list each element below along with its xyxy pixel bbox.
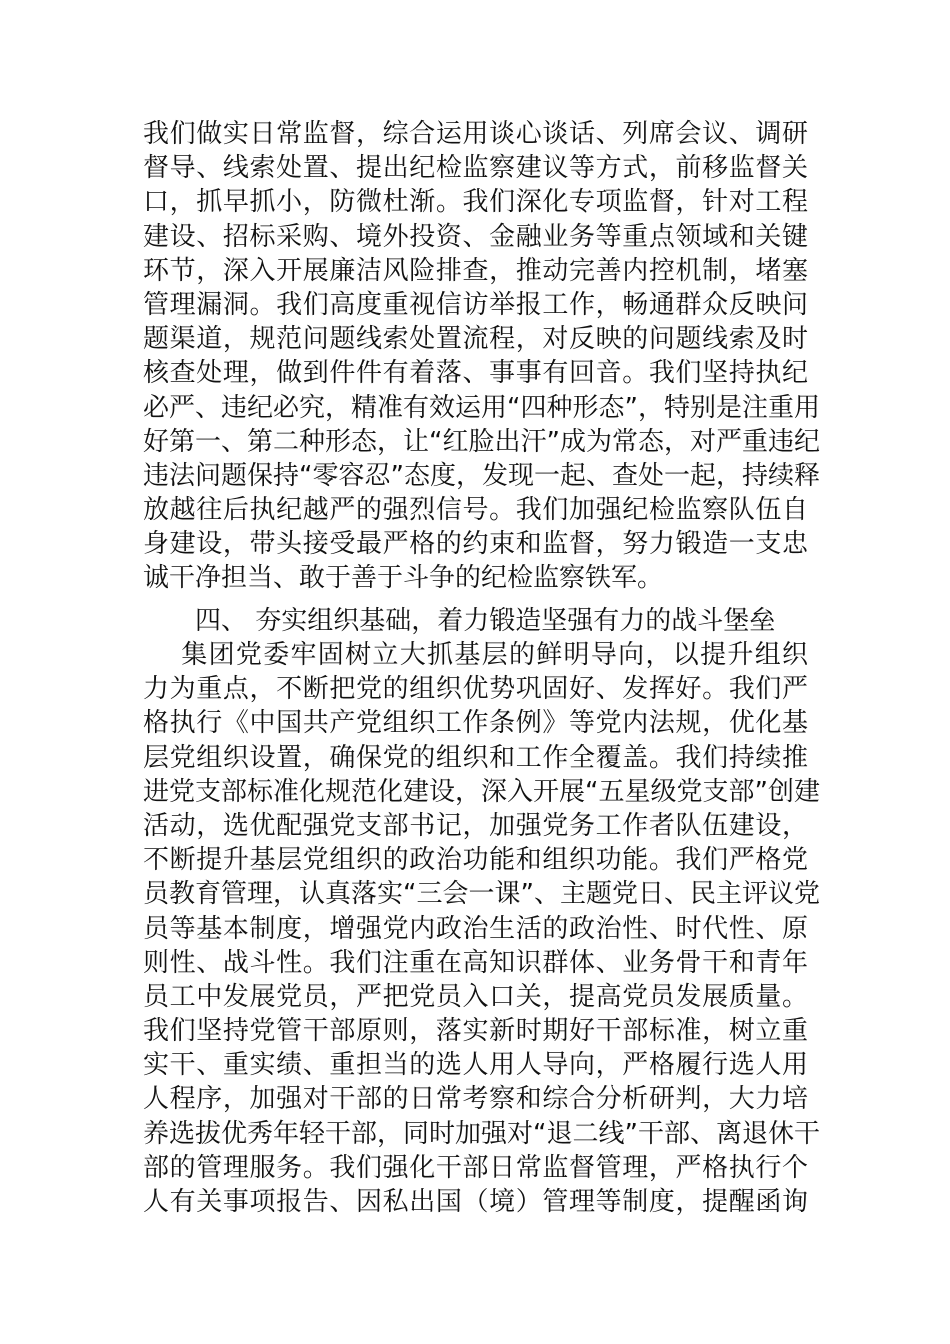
text-line: 核查处理，做到件件有着落、事事有回音。我们坚持执纪 <box>143 358 808 389</box>
text-line: 必严、违纪必究，精准有效运用“四种形态”，特别是注重用 <box>143 392 820 423</box>
text-line: 部的管理服务。我们强化干部日常监督管理，严格执行个 <box>143 1152 808 1183</box>
text-line: 集团党委牢固树立大抓基层的鲜明导向，以提升组织 <box>143 640 808 670</box>
text-line: 力为重点，不断把党的组织优势巩固好、发挥好。我们严 <box>143 674 808 705</box>
text-line: 身建设，带头接受最严格的约束和监督，努力锻造一支忠 <box>143 529 808 560</box>
text-line: 建设、招标采购、境外投资、金融业务等重点领域和关键 <box>143 221 808 252</box>
text-line: 员等基本制度，增强党内政治生活的政治性、时代性、原 <box>143 913 808 944</box>
text-line: 活动，选优配强党支部书记，加强党务工作者队伍建设， <box>143 810 808 841</box>
text-line: 放越往后执纪越严的强烈信号。我们加强纪检监察队伍自 <box>143 495 808 526</box>
text-line: 人程序，加强对干部的日常考察和综合分析研判，大力培 <box>143 1084 808 1115</box>
text-line: 则性、战斗性。我们注重在高知识群体、业务骨干和青年 <box>143 947 808 978</box>
text-line: 口，抓早抓小，防微杜渐。我们深化专项监督，针对工程 <box>143 187 808 218</box>
text-line: 实干、重实绩、重担当的选人用人导向，严格履行选人用 <box>143 1050 808 1081</box>
text-line: 格执行《中国共产党组织工作条例》等党内法规，优化基 <box>143 708 808 739</box>
paragraph-organization-building <box>143 638 820 1219</box>
text-line: 人有关事项报告、因私出国（境）管理等制度，提醒函询 <box>143 1187 808 1217</box>
text-line: 题渠道，规范问题线索处置流程，对反映的问题线索及时 <box>143 324 808 355</box>
text-line: 诚干净担当、敢于善于斗争的纪检监察铁军。 <box>143 563 664 594</box>
text-line: 员教育管理，认真落实“三会一课”、主题党日、民主评议党 <box>143 879 820 910</box>
text-line: 环节，深入开展廉洁风险排查，推动完善内控机制，堵塞 <box>143 255 808 286</box>
text-line: 好第一、第二种形态，让“红脸出汗”成为常态，对严重违纪 <box>143 426 820 457</box>
text-line: 层党组织设置，确保党的组织和工作全覆盖。我们持续推 <box>143 742 808 773</box>
text-line: 我们做实日常监督，综合运用谈心谈话、列席会议、调研 <box>143 119 808 149</box>
paragraph-discipline-supervision <box>143 117 820 596</box>
section-heading: 四、 夯实组织基础，着力锻造坚强有力的战斗堡垒 <box>195 606 776 636</box>
text-line: 违法问题保持“零容忍”态度，发现一起、查处一起，持续释 <box>143 460 820 491</box>
text-line: 不断提升基层党组织的政治功能和组织功能。我们严格党 <box>143 845 808 876</box>
text-line: 我们坚持党管干部原则，落实新时期好干部标准，树立重 <box>143 1016 808 1047</box>
text-line: 员工中发展党员，严把党员入口关，提高党员发展质量。 <box>143 981 808 1012</box>
text-line: 进党支部标准化规范化建设，深入开展“五星级党支部”创建 <box>143 776 820 807</box>
text-line: 养选拔优秀年轻干部，同时加强对“退二线”干部、离退休干 <box>143 1118 820 1149</box>
text-line: 督导、线索处置、提出纪检监察建议等方式，前移监督关 <box>143 153 808 184</box>
text-line: 管理漏洞。我们高度重视信访举报工作，畅通群众反映问 <box>143 289 808 320</box>
